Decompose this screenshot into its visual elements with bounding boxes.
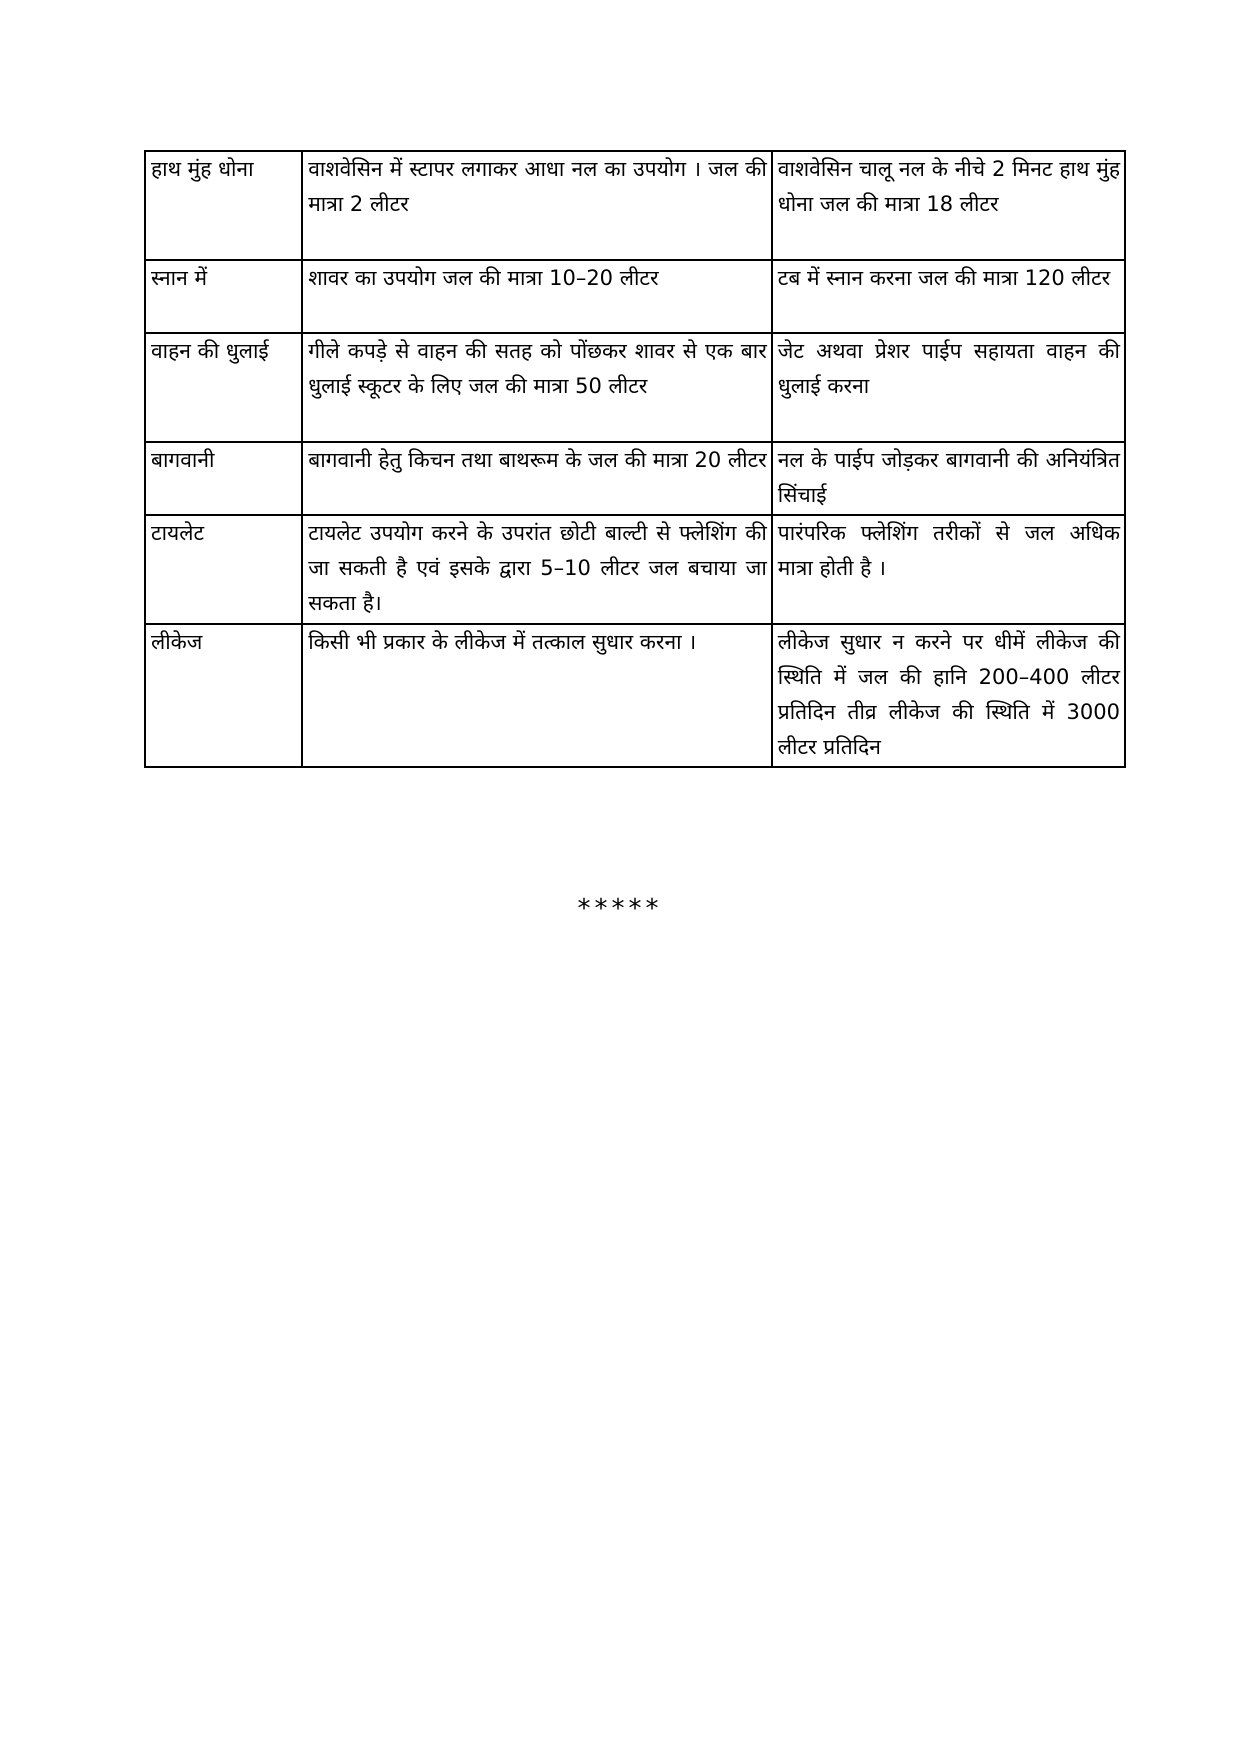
- wasteful-practice-cell: जेट अथवा प्रेशर पाईप सहायता वाहन की धुलाई करना: [772, 333, 1125, 442]
- correct-practice-cell: वाशवेसिन में स्टापर लगाकर आधा नल का उपयोग । जल की मात्रा 2 लीटर: [302, 151, 772, 260]
- activity-cell: लीकेज: [145, 624, 302, 767]
- table-row: [145, 624, 1125, 767]
- correct-practice-cell: टायलेट उपयोग करने के उपरांत छोटी बाल्टी से फ्लेशिंग की जा सकती है एवं इसके द्वारा 5–10 लीटर जल बचाया जा सकता है।: [302, 515, 772, 624]
- wasteful-practice-cell: नल के पाईप जोड़कर बागवानी की अनियंत्रित सिंचाई: [772, 442, 1125, 515]
- wasteful-practice-cell: लीकेज सुधार न करने पर धीमें लीकेज की स्थिति में जल की हानि 200–400 लीटर प्रतिदिन तीव्र लीकेज की स्थिति में 3000 लीटर प्रतिदिन: [772, 624, 1125, 767]
- correct-practice-cell: गीले कपड़े से वाहन की सतह को पोंछकर शावर से एक बार धुलाई स्कूटर के लिए जल की मात्रा 50 लीटर: [302, 333, 772, 442]
- wasteful-practice-cell: पारंपरिक फ्लेशिंग तरीकों से जल अधिक मात्रा होती है ।: [772, 515, 1125, 624]
- activity-cell: हाथ मुंह धोना: [145, 151, 302, 260]
- table-row: [145, 260, 1125, 333]
- activity-cell: टायलेट: [145, 515, 302, 624]
- table-row: [145, 151, 1125, 260]
- wasteful-practice-cell: टब में स्नान करना जल की मात्रा 120 लीटर: [772, 260, 1125, 333]
- correct-practice-cell: बागवानी हेतु किचन तथा बाथरूम के जल की मात्रा 20 लीटर: [302, 442, 772, 515]
- table-row: [145, 333, 1125, 442]
- water-conservation-table: [144, 150, 1126, 768]
- correct-practice-cell: किसी भी प्रकार के लीकेज में तत्काल सुधार करना ।: [302, 624, 772, 767]
- correct-practice-cell: शावर का उपयोग जल की मात्रा 10–20 लीटर: [302, 260, 772, 333]
- activity-cell: स्नान में: [145, 260, 302, 333]
- table-row: [145, 515, 1125, 624]
- activity-cell: वाहन की धुलाई: [145, 333, 302, 442]
- wasteful-practice-cell: वाशवेसिन चालू नल के नीचे 2 मिनट हाथ मुंह धोना जल की मात्रा 18 लीटर: [772, 151, 1125, 260]
- end-of-document-mark: *****: [577, 894, 663, 924]
- table-row: [145, 442, 1125, 515]
- activity-cell: बागवानी: [145, 442, 302, 515]
